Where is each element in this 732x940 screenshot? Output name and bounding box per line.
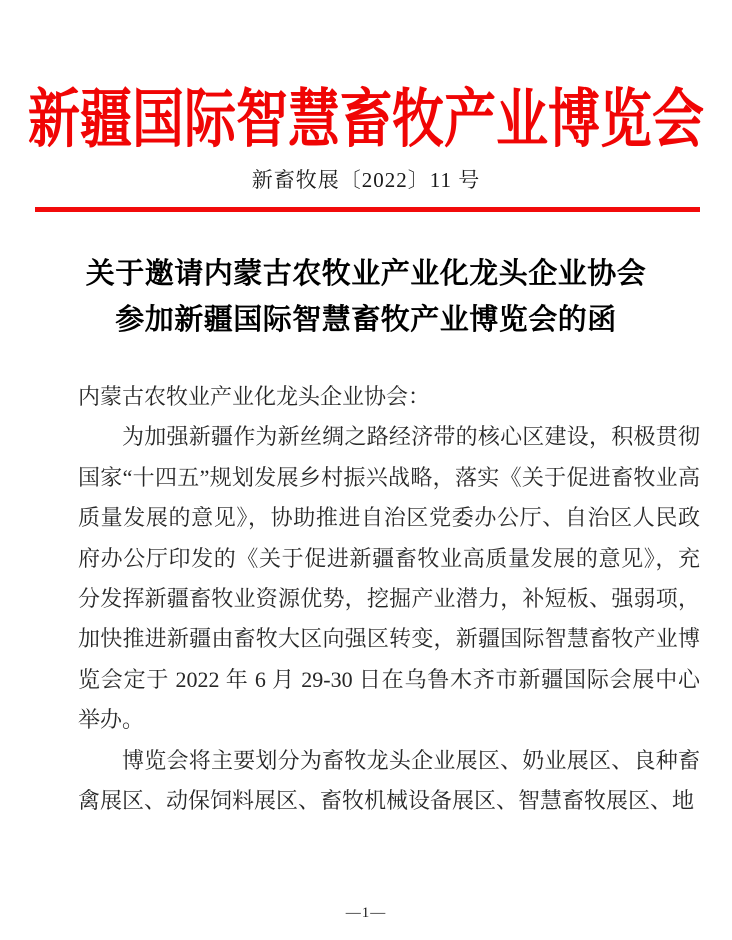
body-text <box>78 377 700 821</box>
page-number: —1— <box>345 905 387 921</box>
salutation: 内蒙古农牧业产业化龙头企业协会： <box>78 384 431 409</box>
masthead-title: 新疆国际智慧畜牧产业博览会 <box>27 86 704 156</box>
body-paragraph-1: 为加强新疆作为新丝绸之路经济带的核心区建设，积极贯彻国家“十四五”规划发展乡村振兴战略，落实《关于促进畜牧业高质量发展的意见》，协助推进自治区党委办公厅、自治区人民政府办公厅印发的《关于促进新疆畜牧业高质量发展的意见》，充分发挥新疆畜牧业资源优势，挖掘产业潜力，补短板、强弱项，加快推进新疆由畜牧大区向强区转变，新疆国际智慧畜牧产业博览会定于 2022 年 6 月 29-30 日在乌鲁木齐市新疆国际会展中心举办。 <box>78 424 700 733</box>
red-divider-rule <box>35 207 700 212</box>
subject-title <box>0 251 732 343</box>
doc-number: 新畜牧展〔2022〕11 号 <box>251 168 481 192</box>
subject-title-line1: 关于邀请内蒙古农牧业产业化龙头企业协会 <box>85 258 647 290</box>
body-paragraph-2: 博览会将主要划分为畜牧龙头企业展区、奶业展区、良种畜禽展区、动保饲料展区、畜牧机械设备展区、智慧畜牧展区、地 <box>78 747 700 814</box>
subject-title-line2: 参加新疆国际智慧畜牧产业博览会的函 <box>115 304 617 336</box>
